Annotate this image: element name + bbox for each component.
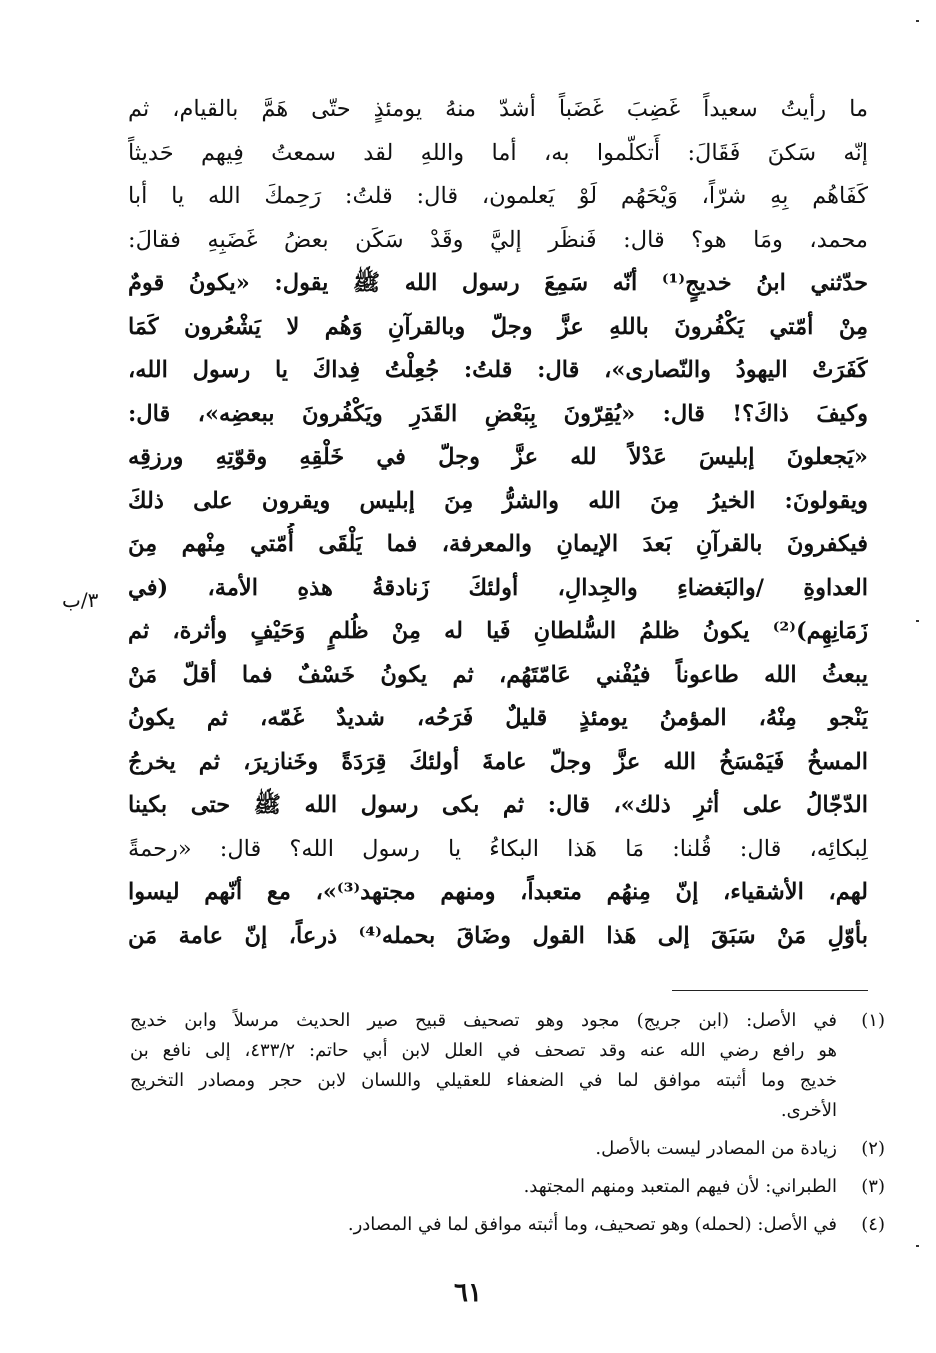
footnote-3 [130, 1172, 885, 1202]
text-line-3: كَفَاهُم بِهِ شرّاً، وَيْحَهُم لَوْ يَعلمون، قال: قلتُ: رَحِمكَ الله يا أبا [128, 183, 868, 209]
manuscript-folio-marker: ٣/ب [62, 588, 99, 612]
main-text [128, 88, 868, 958]
footnote-1 [130, 1006, 885, 1126]
text-line-1: ما رأيتُ سعيداً غَضِبَ غَضَباً أشدّ منهُ يومئذٍ حتّى هَمَّ بالقيام، ثم [128, 96, 868, 122]
text-line-15: يَنْجو مِنْهُ، المؤمنُ يومئذٍ قليلٌ فَرَحُه، شديدٌ غَمّه، ثم يكونُ [128, 705, 868, 731]
text-line-10: ويقولونَ: الخيرُ مِنَ الله والشرُّ مِنَ إبليس ويقرون على ذلكَ [128, 487, 868, 514]
footnote-line: الطبراني: لأن فيهم المتعبد ومنهم المجتهد. [523, 1176, 837, 1197]
text-line-7: كَفَرَتْ اليهودُ والنّصارى»، قال: قلتُ: جُعِلْتُ فِداكَ يا رسول الله، [128, 357, 868, 383]
text-line-18: لِبكائِه، قال: قُلنا: مَا هَذا البكاءُ يا رسول الله؟ قال: «رحمةً [128, 835, 868, 862]
text-line-16: المسخُ فَيَمْسَخُ الله عزَّ وجلّ عامةَ أولئكَ قِرَدَةً وخَنازيرَ، ثم يخرجُ [128, 748, 868, 775]
footnote-line: في الأصل: (ابن جريج) مجود وهو تصحيف قبيح صير الحديث مرسلاً وابن خديج [130, 1010, 837, 1031]
footnote-number: (٢) [861, 1138, 885, 1159]
footnote-number: (١) [861, 1010, 885, 1031]
footnote-line: في الأصل: (لحمله) وهو تصحيف، وما أثبته موافق لما في المصادر. [347, 1214, 837, 1235]
text-line-8: وكيفَ ذاكَ؟! قال: «يُقِرّونَ بِبَعْضِ القَدَرِ ويَكْفُرونَ ببعضِه»، قال: [128, 400, 868, 427]
text-line-11: فيكفرونَ بالقرآنِ بَعدَ الإيمانِ والمعرفة، فما يَلْقَى أُمّتي مِنْهم مِنَ [128, 531, 868, 557]
footnote-text [130, 1006, 837, 1126]
text-line-5: حدّثني ابنُ خديجٍ⁽¹⁾ أنّه سَمِعَ رسول الله ﷺ يقول: «يكونُ قومٌ [128, 270, 868, 296]
footnote-line: خديج وما أثبته موافق لما في الضعفاء للعقيلي واللسان لابن حجر ومصادر التخريج [130, 1070, 837, 1091]
footnote-line: زيادة من المصادر ليست بالأصل. [595, 1138, 837, 1159]
page-number: ٦١ [454, 1278, 482, 1308]
text-line-19: لهم، الأشقياء، إنّ مِنهُم متعبداً، ومنهم مجتهد⁽³⁾»، مع أنّهم ليسوا [128, 879, 868, 905]
footnote-line: هو رافع رضي الله عنه وقد تصحف في العلل لابن أبي حاتم: ٤٣٣/٢، إلى نافع بن [130, 1040, 837, 1061]
footnote-2 [130, 1134, 885, 1164]
text-line-13: زَمَانِهِم)⁽²⁾ يكونُ ظلمُ السُّلطانِ فَيا له مِنْ ظُلمٍ وَحَيْفٍ وأثرة، ثم [128, 618, 868, 644]
footnote-number: (٤) [861, 1214, 885, 1235]
footnote-text [130, 1172, 837, 1202]
footnote-line: الأخرى. [780, 1100, 837, 1121]
scan-mark [916, 620, 919, 622]
text-line-17: الدّجّالُ على أثرِ ذلك»، قال: ثم بكى رسول الله ﷺ حتى بكينا [128, 792, 868, 818]
text-line-20: بأوّلِ مَنْ سَبَقَ إلى هَذا القول وضَاقَ بحمله⁽⁴⁾ ذرعاً، إنّ عامة مَن [128, 922, 868, 949]
text-line-6: مِنْ أمّتي يَكْفُرونَ باللهِ عزَّ وجلّ وبالقرآنِ وَهُم لا يَشْعُرون كَمَا [128, 313, 868, 340]
footnotes [130, 1006, 885, 1248]
scan-mark [916, 20, 919, 22]
footnote-text [130, 1134, 837, 1164]
footnote-text [130, 1210, 837, 1240]
text-line-4: محمد، ومَا هو؟ قال: فَنظَر إليَّ وقَدْ سَكَن بعضُ غَضَبِهِ فقالَ: [128, 226, 868, 253]
footnote-separator [672, 990, 868, 991]
footnote-4 [130, 1210, 885, 1240]
scan-mark [916, 1245, 919, 1247]
text-line-12: العداوةِ /والبَغضاءِ والجِدالِ، أولئكَ زَنادقةُ هذهِ الأمة، (في [128, 574, 868, 601]
text-line-2: إنّه سَكنَ فَقَالَ: أَتكلّموا به، أما واللهِ لقد سمعتُ فِيهم حَديثاً [128, 139, 868, 166]
text-line-9: «يَجعلونَ إبليسَ عَدْلاً لله عزَّ وجلّ في خَلْقِهِ وقوّتِهِ ورزقِه [128, 444, 868, 470]
footnote-number: (٣) [861, 1176, 885, 1197]
text-line-14: يبعثُ الله طاعوناً فيُفْني عَامّتَهُم، ثم يكونُ خَسْفٌ فما أقلّ مَنْ [128, 661, 868, 688]
